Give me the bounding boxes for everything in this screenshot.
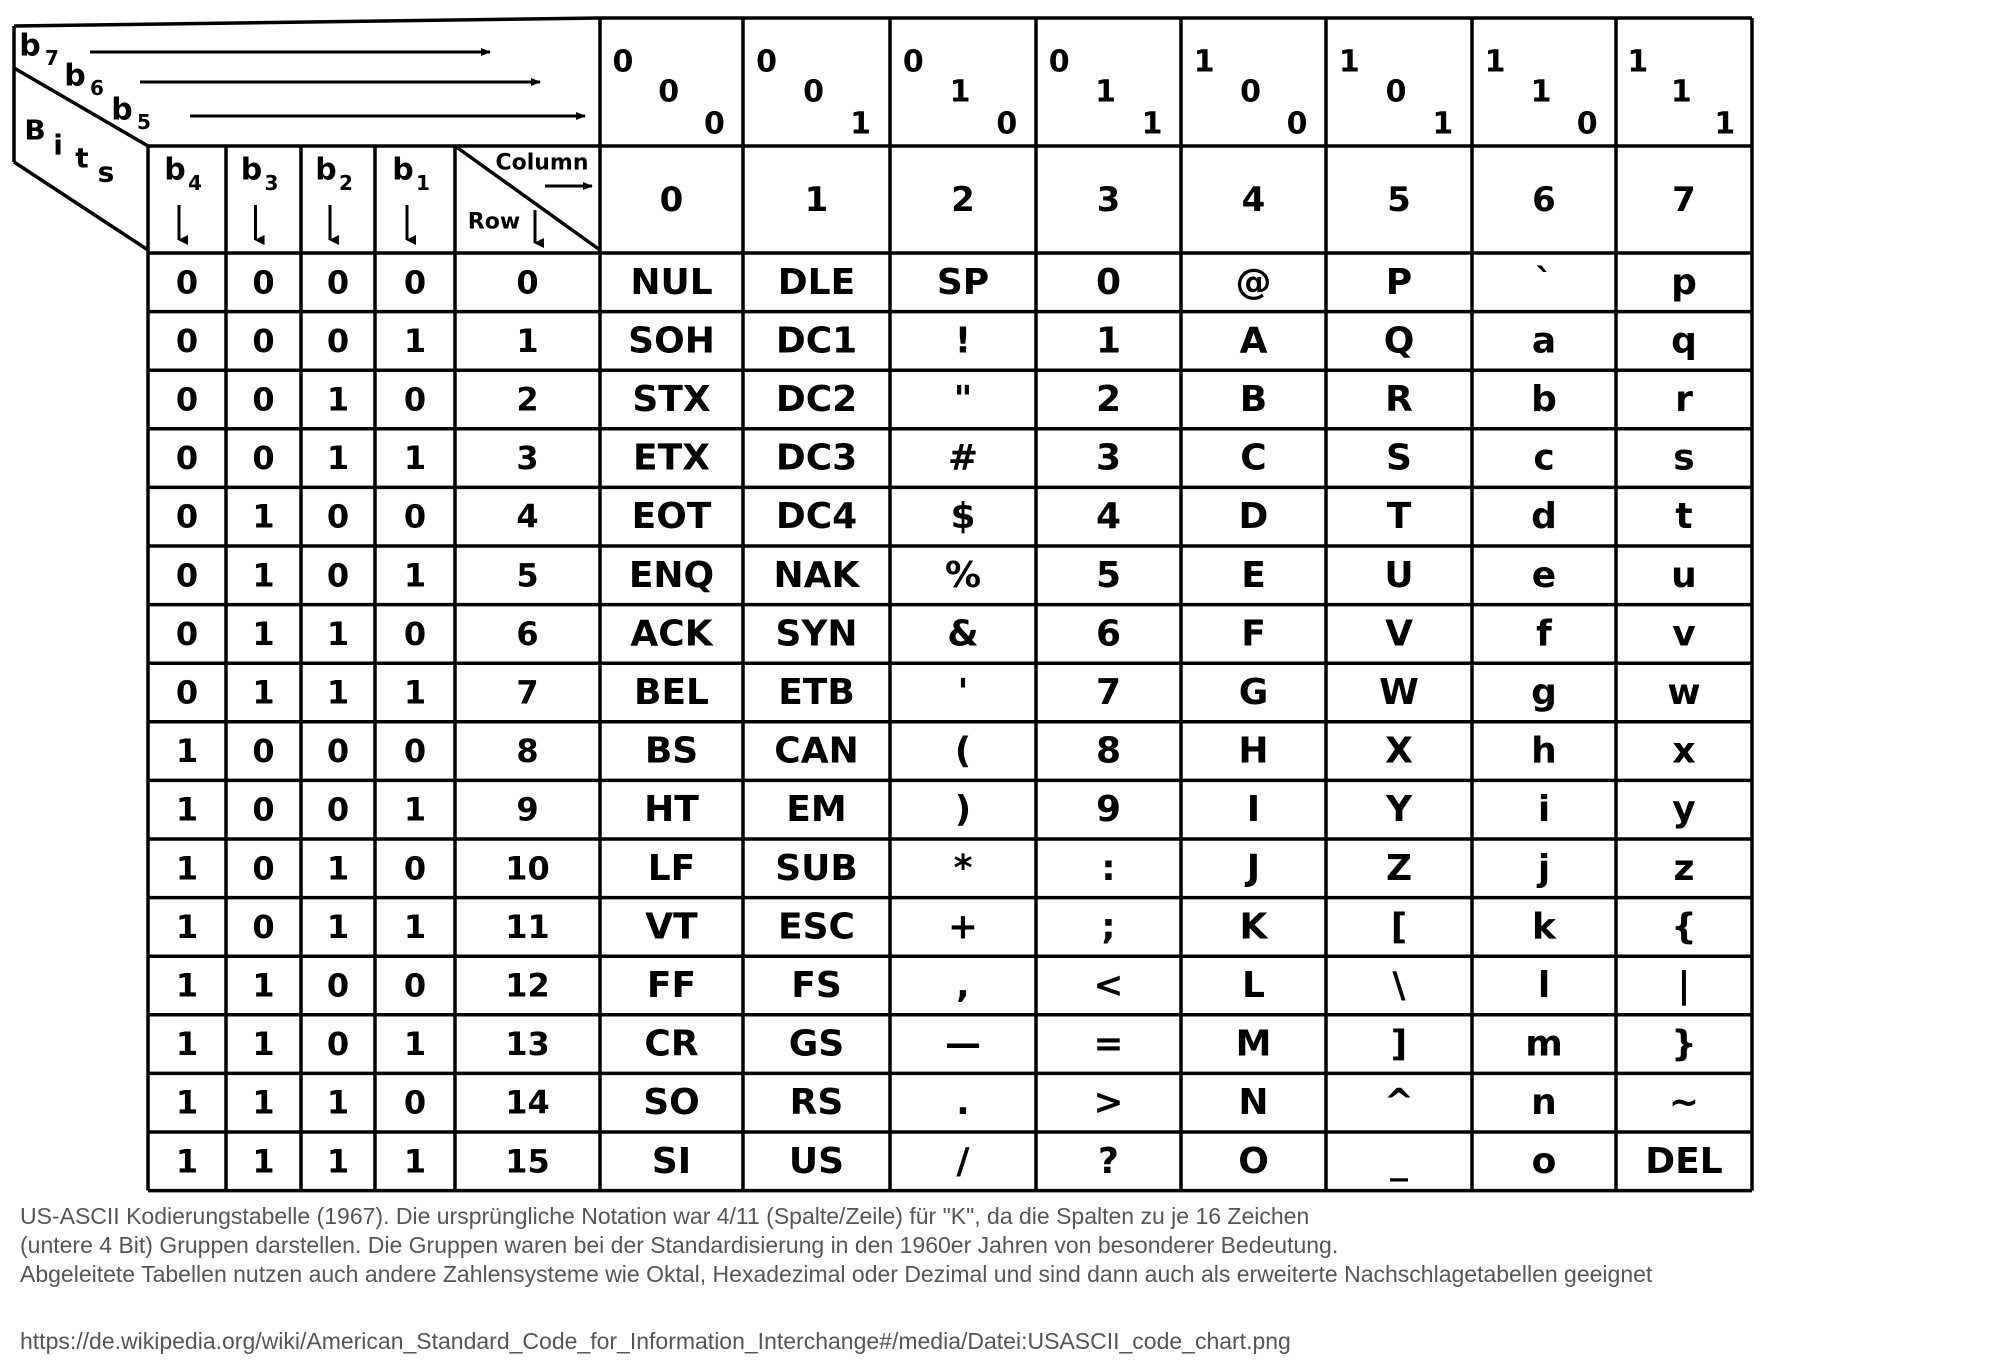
- code-cell-4-1: A: [1239, 320, 1268, 362]
- row-11-bit-4: 1: [403, 907, 427, 946]
- row-1-bit-2: 0: [252, 321, 275, 360]
- row-14-bit-3: 1: [326, 1083, 350, 1122]
- table-row: [176, 496, 1693, 537]
- high-bit-label-2: b: [64, 58, 86, 94]
- code-cell-7-10: z: [1673, 847, 1695, 889]
- code-cell-3-12: <: [1093, 965, 1124, 1006]
- bits-label-letter-4: s: [97, 155, 115, 189]
- code-cell-0-12: FF: [646, 965, 697, 1006]
- row-7-bit-2: 1: [252, 673, 275, 712]
- low-bit-subscript-2: 3: [264, 171, 279, 195]
- row-6-bit-1: 0: [175, 614, 199, 653]
- row-12-bit-1: 1: [175, 966, 199, 1005]
- row-7-bit-4: 1: [403, 673, 427, 712]
- code-cell-0-4: EOT: [631, 496, 712, 538]
- code-cell-0-3: ETX: [633, 437, 710, 479]
- row-8-bit-3: 0: [326, 732, 350, 771]
- low-bit-subscript-4: 1: [416, 171, 430, 195]
- low-bit-label-3: b: [315, 152, 337, 188]
- row-number-15: 15: [505, 1142, 550, 1181]
- legend-border: [14, 18, 600, 26]
- row-10-bit-4: 0: [403, 849, 427, 888]
- code-cell-6-14: n: [1531, 1082, 1557, 1124]
- column-number-1: 1: [804, 180, 829, 220]
- code-cell-5-11: [: [1390, 906, 1408, 948]
- code-cell-0-0: NUL: [630, 261, 713, 303]
- row-4-bit-4: 0: [403, 497, 427, 536]
- code-cell-6-6: f: [1536, 613, 1552, 655]
- table-row: [176, 262, 1697, 303]
- code-cell-5-12: \: [1392, 965, 1406, 1006]
- code-cell-7-4: t: [1675, 496, 1693, 538]
- column-2-bit-1: 0: [902, 44, 924, 80]
- code-cell-5-5: U: [1384, 554, 1414, 596]
- table-row: [176, 438, 1695, 479]
- row-number-13: 13: [505, 1025, 550, 1064]
- code-cell-3-15: ?: [1098, 1140, 1119, 1182]
- code-cell-5-13: ]: [1390, 1023, 1408, 1065]
- code-cell-3-9: 9: [1095, 789, 1122, 831]
- code-cell-3-13: =: [1093, 1023, 1124, 1065]
- row-15-bit-4: 1: [403, 1142, 427, 1181]
- code-cell-1-6: SYN: [775, 613, 858, 655]
- row-8-bit-2: 0: [252, 732, 275, 771]
- code-cell-6-5: e: [1531, 554, 1557, 596]
- row-9-bit-1: 1: [175, 790, 199, 829]
- high-bit-subscript-1: 7: [45, 46, 59, 70]
- column-3-bit-2: 1: [1095, 74, 1117, 110]
- row-1-bit-3: 0: [326, 321, 350, 360]
- caption: [20, 1202, 1980, 1289]
- table-row: [176, 965, 1691, 1006]
- code-cell-3-8: 8: [1095, 730, 1122, 772]
- row-14-bit-4: 0: [403, 1083, 427, 1122]
- column-1-bit-3: 1: [850, 106, 872, 142]
- column-6-bit-1: 1: [1484, 44, 1506, 80]
- code-cell-5-7: W: [1379, 672, 1419, 713]
- code-cell-2-8: (: [954, 730, 972, 772]
- caption-line-1: US-ASCII Kodierungstabelle (1967). Die ursprüngliche Notation war 4/11 (Spalte/Zeile) für "K", da die Spalten zu je 16 Zeichen: [20, 1203, 1310, 1229]
- code-cell-4-10: J: [1246, 847, 1261, 889]
- code-cell-5-0: P: [1385, 261, 1413, 303]
- source-url: https://de.wikipedia.org/wiki/American_Standard_Code_for_Information_Interchange#/media/Datei:USASCII_code_chart.png: [20, 1328, 1291, 1354]
- row-12-bit-4: 0: [403, 966, 427, 1005]
- row-3-bit-2: 0: [252, 439, 275, 478]
- code-cell-0-5: ENQ: [628, 554, 715, 596]
- code-cell-3-2: 2: [1095, 379, 1122, 420]
- code-cell-5-1: Q: [1383, 320, 1415, 362]
- column-1-bit-2: 0: [803, 74, 824, 110]
- table-row: [176, 613, 1696, 654]
- row-number-2: 2: [516, 380, 539, 419]
- code-cell-5-14: ^: [1383, 1082, 1415, 1124]
- table-row: [176, 848, 1695, 889]
- row-4-bit-3: 0: [326, 497, 350, 536]
- code-cell-0-9: HT: [644, 789, 699, 831]
- column-7-bit-2: 1: [1670, 74, 1692, 110]
- row-number-0: 0: [516, 263, 539, 302]
- row-2-bit-1: 0: [175, 380, 199, 419]
- row-2-bit-4: 0: [403, 380, 427, 419]
- column-0-bit-1: 0: [612, 44, 634, 80]
- code-cell-7-13: }: [1671, 1023, 1697, 1065]
- column-1-bit-1: 0: [756, 44, 777, 80]
- table-row: [176, 731, 1696, 772]
- row-number-7: 7: [516, 673, 539, 712]
- column-7-bit-3: 1: [1714, 106, 1736, 142]
- code-cell-5-8: X: [1385, 730, 1413, 772]
- code-cell-1-10: SUB: [775, 847, 858, 889]
- caption-line-3: Abgeleitete Tabellen nutzen auch andere Zahlensysteme wie Oktal, Hexadezimal oder Dezimal und sind dann auch als erweiterte Nachschlagetabellen geeignet: [20, 1261, 1653, 1287]
- row-6-bit-3: 1: [326, 614, 350, 653]
- code-cell-2-5: %: [944, 554, 982, 596]
- high-bit-label-1: b: [19, 28, 41, 64]
- row-4-bit-1: 0: [175, 497, 199, 536]
- code-cell-5-6: V: [1385, 613, 1413, 655]
- code-cell-2-10: *: [953, 847, 973, 889]
- code-cell-6-8: h: [1531, 730, 1557, 772]
- row-9-bit-3: 0: [326, 790, 350, 829]
- row-12-bit-2: 1: [252, 966, 275, 1005]
- row-number-6: 6: [516, 614, 539, 653]
- row-0-bit-4: 0: [403, 263, 427, 302]
- row-10-bit-3: 1: [326, 849, 350, 888]
- table-row: [176, 320, 1697, 361]
- row-3-bit-3: 1: [326, 439, 350, 478]
- code-cell-2-3: #: [947, 437, 979, 479]
- code-cell-7-12: |: [1677, 965, 1691, 1006]
- code-cell-1-2: DC2: [775, 379, 858, 420]
- column-5-bit-3: 1: [1432, 106, 1454, 142]
- code-cell-4-5: E: [1241, 554, 1266, 596]
- code-cell-4-13: M: [1235, 1023, 1272, 1065]
- code-cell-4-3: C: [1240, 437, 1267, 479]
- column-number-0: 0: [659, 180, 684, 220]
- column-7-bit-1: 1: [1627, 44, 1649, 80]
- row-9-bit-4: 1: [403, 790, 427, 829]
- code-cell-7-8: x: [1672, 730, 1696, 772]
- code-cell-6-3: c: [1533, 437, 1555, 479]
- code-cell-0-2: STX: [632, 379, 711, 420]
- code-cell-7-2: r: [1675, 379, 1693, 420]
- bits-label-letter-1: B: [24, 113, 46, 147]
- column-number-4: 4: [1241, 180, 1266, 220]
- code-cell-2-2: ": [953, 379, 973, 420]
- row-7-bit-1: 0: [175, 673, 199, 712]
- code-cell-0-8: BS: [644, 730, 699, 772]
- row-5-bit-3: 0: [326, 556, 350, 595]
- row-8-bit-4: 0: [403, 732, 427, 771]
- code-cell-5-15: _: [1390, 1140, 1408, 1182]
- code-cell-7-14: ~: [1668, 1082, 1700, 1124]
- low-bit-subscript-3: 2: [339, 171, 353, 195]
- legend-border: [14, 162, 148, 250]
- column-4-bit-1: 1: [1193, 44, 1215, 80]
- row-13-bit-3: 0: [326, 1025, 350, 1064]
- row-1-bit-4: 1: [403, 321, 427, 360]
- code-cell-6-1: a: [1531, 320, 1557, 362]
- code-cell-0-15: SI: [651, 1140, 692, 1182]
- column-3-bit-3: 1: [1141, 106, 1163, 142]
- row-2-bit-3: 1: [326, 380, 350, 419]
- code-cell-1-9: EM: [786, 789, 847, 831]
- code-cell-6-15: o: [1531, 1140, 1557, 1182]
- column-number-5: 5: [1387, 180, 1411, 220]
- code-cell-4-15: O: [1238, 1140, 1269, 1182]
- code-cell-3-14: >: [1093, 1082, 1124, 1124]
- code-cell-0-14: SO: [643, 1082, 700, 1124]
- code-cell-2-12: ,: [956, 965, 970, 1006]
- code-cell-4-4: D: [1238, 496, 1269, 538]
- code-cell-5-10: Z: [1385, 847, 1413, 889]
- code-cell-2-4: $: [950, 496, 976, 538]
- code-cell-6-9: i: [1537, 789, 1551, 831]
- code-cell-4-9: I: [1246, 789, 1261, 831]
- code-cell-2-1: !: [954, 320, 972, 362]
- row-11-bit-2: 0: [252, 907, 275, 946]
- row-8-bit-1: 1: [175, 732, 199, 771]
- row-15-bit-3: 1: [326, 1142, 350, 1181]
- code-cell-3-0: 0: [1095, 261, 1122, 303]
- code-cell-4-0: @: [1235, 261, 1272, 303]
- code-cell-4-6: F: [1241, 613, 1266, 655]
- code-cell-2-14: .: [956, 1082, 970, 1124]
- code-cell-5-4: T: [1386, 496, 1412, 538]
- row-6-bit-4: 0: [403, 614, 427, 653]
- row-number-10: 10: [505, 849, 550, 888]
- table-row: [176, 1141, 1723, 1182]
- column-6-bit-2: 1: [1530, 74, 1552, 110]
- row-3-bit-1: 0: [175, 439, 199, 478]
- column-0-bit-3: 0: [703, 106, 725, 142]
- row-12-bit-3: 0: [326, 966, 350, 1005]
- row-0-bit-1: 0: [175, 263, 199, 302]
- table-row: [176, 555, 1697, 596]
- row-number-4: 4: [516, 497, 539, 536]
- row-14-bit-1: 1: [175, 1083, 199, 1122]
- row-0-bit-2: 0: [252, 263, 275, 302]
- column-number-7: 7: [1672, 180, 1696, 220]
- row-0-bit-3: 0: [326, 263, 350, 302]
- column-number-2: 2: [951, 180, 975, 220]
- code-cell-7-0: p: [1671, 261, 1697, 303]
- row-15-bit-2: 1: [252, 1142, 275, 1181]
- code-cell-1-7: ETB: [778, 672, 855, 713]
- column-label: Column: [495, 150, 589, 176]
- code-cell-2-0: SP: [936, 261, 990, 303]
- code-cell-0-11: VT: [645, 906, 698, 948]
- bits-label-letter-2: i: [53, 128, 63, 162]
- code-cell-7-15: DEL: [1645, 1140, 1723, 1182]
- code-cell-6-0: `: [1535, 261, 1553, 303]
- code-cell-3-5: 5: [1095, 554, 1122, 596]
- row-number-1: 1: [516, 321, 539, 360]
- code-cell-3-10: :: [1101, 847, 1116, 889]
- code-cell-7-1: q: [1671, 320, 1697, 362]
- code-cell-0-13: CR: [644, 1023, 699, 1065]
- row-label: Row: [467, 209, 521, 235]
- row-13-bit-1: 1: [175, 1025, 199, 1064]
- code-cell-2-15: /: [956, 1140, 970, 1182]
- code-cell-7-7: w: [1667, 672, 1701, 713]
- row-15-bit-1: 1: [175, 1142, 199, 1181]
- code-cell-2-7: ': [957, 672, 969, 713]
- bits-label-letter-3: t: [75, 141, 89, 175]
- row-11-bit-3: 1: [326, 907, 350, 946]
- row-number-9: 9: [516, 790, 539, 829]
- row-11-bit-1: 1: [175, 907, 199, 946]
- row-3-bit-4: 1: [403, 439, 427, 478]
- column-headers: [612, 45, 1735, 221]
- code-cell-6-12: l: [1537, 965, 1551, 1006]
- code-cell-2-9: ): [954, 789, 972, 831]
- code-cell-5-9: Y: [1385, 789, 1413, 831]
- row-number-5: 5: [516, 556, 539, 595]
- row-5-bit-2: 1: [252, 556, 275, 595]
- code-cell-6-13: m: [1525, 1023, 1563, 1065]
- code-cell-1-15: US: [788, 1140, 845, 1182]
- row-7-bit-3: 1: [326, 673, 350, 712]
- table-row: [176, 1024, 1697, 1065]
- row-number-3: 3: [516, 439, 539, 478]
- low-bit-label-2: b: [240, 152, 263, 188]
- row-5-bit-4: 1: [403, 556, 427, 595]
- high-bit-subscript-2: 6: [90, 76, 104, 100]
- bits-legend: [19, 29, 592, 244]
- column-0-bit-2: 0: [658, 74, 680, 110]
- code-cell-3-11: ;: [1101, 906, 1116, 948]
- code-cell-6-10: j: [1537, 847, 1551, 889]
- row-number-8: 8: [516, 732, 539, 771]
- column-number-6: 6: [1532, 180, 1556, 220]
- low-bit-label-4: b: [392, 152, 414, 188]
- column-3-bit-1: 0: [1048, 44, 1070, 80]
- code-cell-2-6: &: [947, 613, 979, 655]
- table-row: [176, 906, 1697, 947]
- row-number-12: 12: [505, 966, 550, 1005]
- column-4-bit-3: 0: [1286, 106, 1308, 142]
- row-5-bit-1: 0: [175, 556, 199, 595]
- code-cell-6-11: k: [1532, 906, 1556, 948]
- code-cell-6-7: g: [1531, 672, 1557, 713]
- column-number-3: 3: [1096, 180, 1121, 220]
- code-cell-4-14: N: [1238, 1082, 1269, 1124]
- row-14-bit-2: 1: [252, 1083, 275, 1122]
- row-number-11: 11: [505, 907, 550, 946]
- low-bit-label-1: b: [164, 152, 186, 188]
- row-2-bit-2: 0: [252, 380, 275, 419]
- row-10-bit-1: 1: [175, 849, 199, 888]
- code-cell-7-11: {: [1671, 906, 1697, 948]
- code-cell-7-9: y: [1672, 789, 1696, 831]
- code-cell-3-7: 7: [1095, 672, 1122, 713]
- code-cell-3-3: 3: [1095, 437, 1122, 479]
- code-cell-2-13: —: [945, 1023, 981, 1065]
- code-cell-2-11: +: [947, 906, 979, 948]
- code-cell-7-6: v: [1672, 613, 1696, 655]
- code-cell-3-1: 1: [1095, 320, 1122, 362]
- column-5-bit-2: 0: [1385, 74, 1407, 110]
- code-cell-1-0: DLE: [777, 261, 856, 303]
- code-cell-3-6: 6: [1095, 613, 1122, 655]
- column-2-bit-3: 0: [996, 106, 1018, 142]
- row-10-bit-2: 0: [252, 849, 275, 888]
- code-cell-1-3: DC3: [775, 437, 858, 479]
- table-row: [176, 789, 1696, 830]
- caption-line-2: (untere 4 Bit) Gruppen darstellen. Die Gruppen waren bei der Standardisierung in den 1960er Jahren von besonderer Bedeutung.: [20, 1232, 1339, 1258]
- code-cell-6-4: d: [1531, 496, 1557, 538]
- code-cell-4-12: L: [1242, 965, 1265, 1006]
- row-6-bit-2: 1: [252, 614, 275, 653]
- high-bit-label-3: b: [111, 92, 133, 128]
- code-cell-0-1: SOH: [628, 320, 715, 362]
- row-13-bit-4: 1: [403, 1025, 427, 1064]
- row-number-14: 14: [505, 1083, 550, 1122]
- code-cell-4-8: H: [1238, 730, 1269, 772]
- code-cell-0-7: BEL: [634, 672, 709, 713]
- code-cell-1-4: DC4: [775, 496, 858, 538]
- code-cell-1-8: CAN: [774, 730, 859, 772]
- code-cell-4-7: G: [1238, 672, 1269, 713]
- row-1-bit-1: 0: [175, 321, 199, 360]
- column-4-bit-2: 0: [1240, 74, 1262, 110]
- column-2-bit-2: 1: [949, 74, 971, 110]
- code-cell-7-5: u: [1671, 554, 1697, 596]
- code-cell-1-1: DC1: [775, 320, 858, 362]
- code-cell-1-12: FS: [791, 965, 842, 1006]
- code-cell-5-3: S: [1386, 437, 1412, 479]
- code-cell-7-3: s: [1673, 437, 1695, 479]
- code-cell-1-5: NAK: [773, 554, 860, 596]
- code-cell-0-10: LF: [647, 847, 696, 889]
- row-4-bit-2: 1: [252, 497, 275, 536]
- row-13-bit-2: 1: [252, 1025, 275, 1064]
- code-cell-3-4: 4: [1095, 496, 1122, 538]
- column-6-bit-3: 0: [1576, 106, 1598, 142]
- code-cell-4-11: K: [1239, 906, 1268, 948]
- code-cell-5-2: R: [1385, 379, 1413, 420]
- column-5-bit-1: 1: [1338, 44, 1360, 80]
- code-cell-4-2: B: [1239, 379, 1268, 420]
- row-9-bit-2: 0: [252, 790, 275, 829]
- code-cell-1-11: ESC: [778, 906, 855, 948]
- code-cell-1-14: RS: [789, 1082, 844, 1124]
- code-cell-1-13: GS: [788, 1023, 845, 1065]
- code-cell-6-2: b: [1531, 379, 1557, 420]
- low-bit-subscript-1: 4: [188, 171, 202, 195]
- code-cell-0-6: ACK: [630, 613, 713, 655]
- high-bit-subscript-3: 5: [137, 110, 151, 134]
- table-row: [176, 379, 1693, 420]
